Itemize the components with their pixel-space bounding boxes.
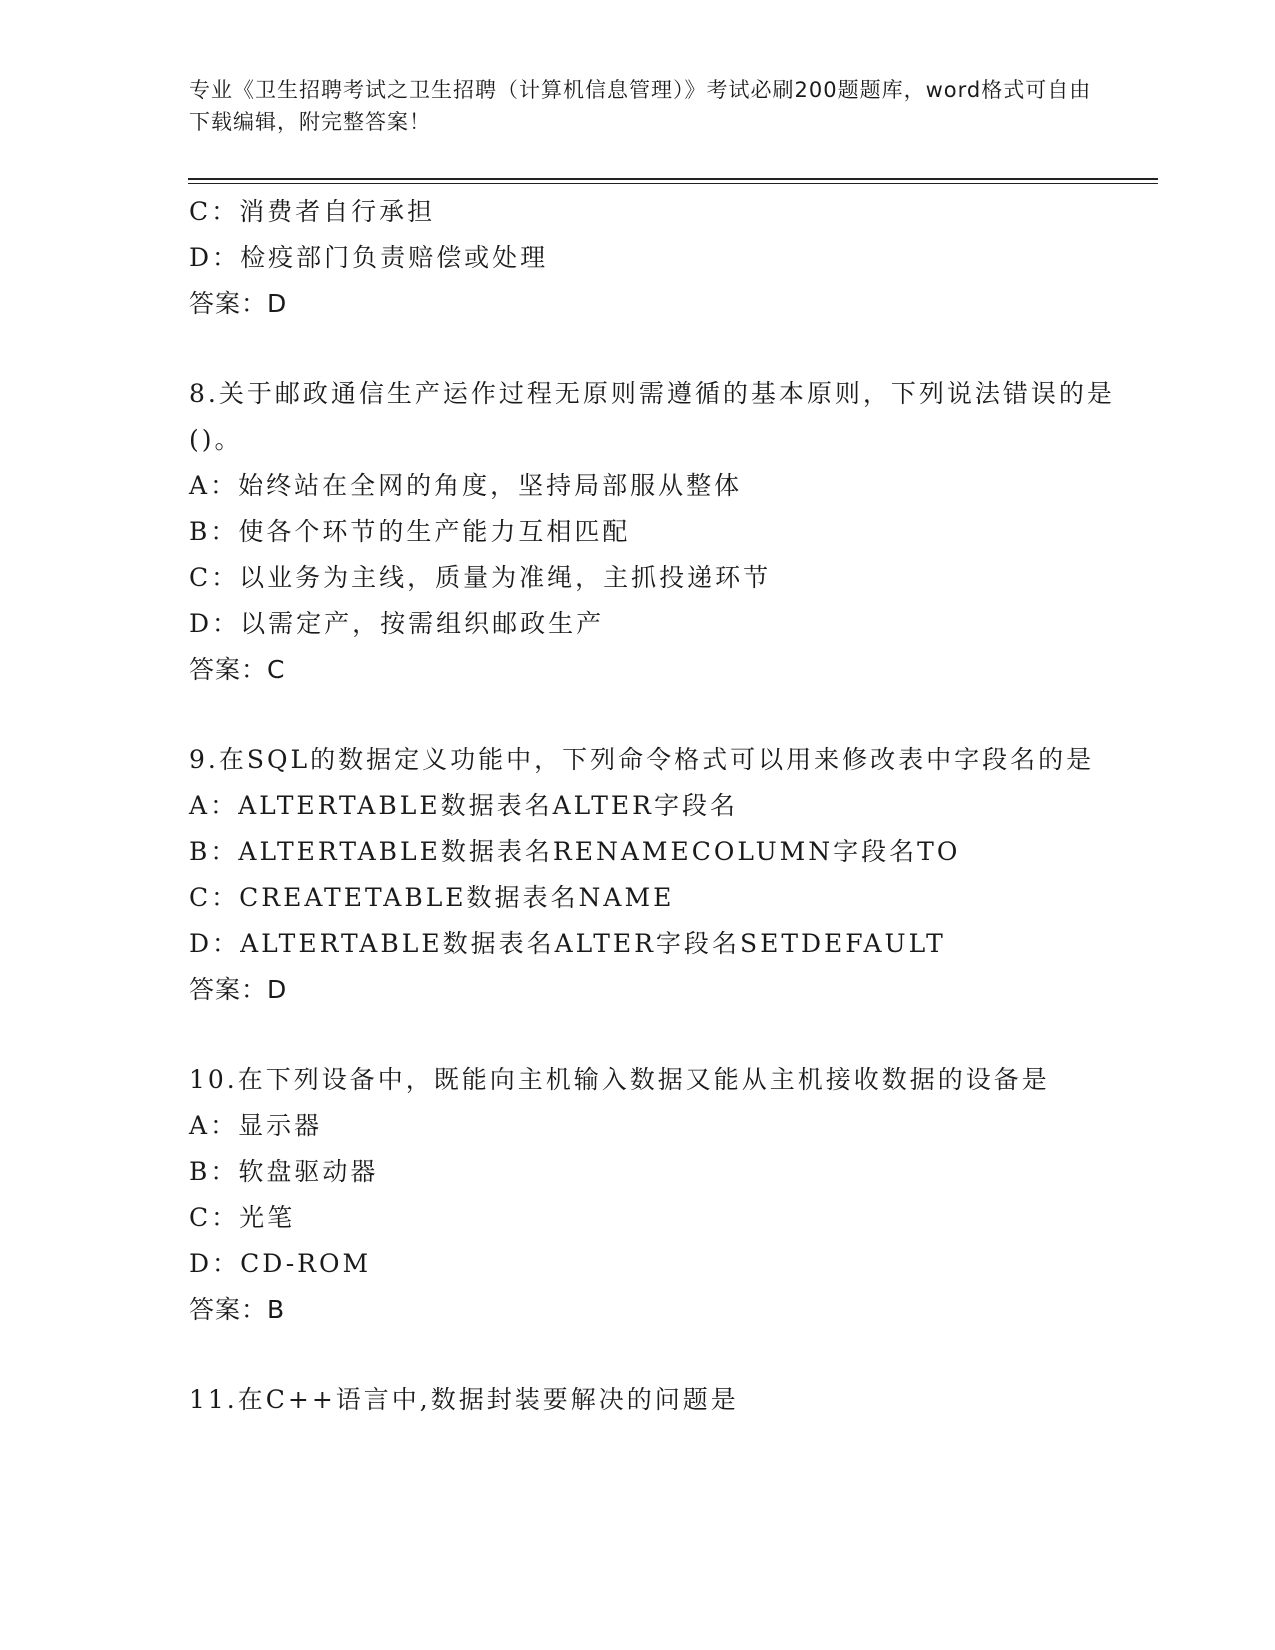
- question-10: [189, 1057, 1149, 1333]
- header-divider: [188, 178, 1158, 184]
- option-d: D：ALTERTABLE数据表名ALTER字段名SETDEFAULT: [189, 929, 946, 958]
- option-d: D：CD-ROM: [189, 1249, 372, 1278]
- option-c: C：消费者自行承担: [189, 197, 436, 226]
- question-text: 11.在C++语言中,数据封装要解决的问题是: [189, 1385, 739, 1414]
- question-text: 9.在SQL的数据定义功能中，下列命令格式可以用来修改表中字段名的是: [189, 745, 1095, 774]
- option-d: D：以需定产，按需组织邮政生产: [189, 609, 605, 638]
- document-header: 专业《卫生招聘考试之卫生招聘（计算机信息管理）》考试必刷200题题库，word格式可自由下载编辑，附完整答案！: [189, 78, 1092, 134]
- answer-line: 答案：C: [189, 655, 286, 684]
- option-c: C：光笔: [189, 1203, 296, 1232]
- option-c: C：CREATETABLE数据表名NAME: [189, 883, 675, 912]
- question-8: [189, 371, 1149, 693]
- question-11: [189, 1377, 1149, 1423]
- question-9: [189, 737, 1149, 1013]
- question-list: [189, 189, 1149, 1423]
- option-a: A：始终站在全网的角度，坚持局部服从整体: [189, 471, 743, 500]
- option-d: D：检疫部门负责赔偿或处理: [189, 243, 549, 272]
- option-b: B：ALTERTABLE数据表名RENAMECOLUMN字段名TO: [189, 837, 961, 866]
- question-text: 10.在下列设备中，既能向主机输入数据又能从主机接收数据的设备是: [189, 1065, 1050, 1094]
- option-a: A：ALTERTABLE数据表名ALTER字段名: [189, 791, 738, 820]
- question-text: 8.关于邮政通信生产运作过程无原则需遵循的基本原则，下列说法错误的是()。: [189, 379, 1115, 454]
- option-b: B：使各个环节的生产能力互相匹配: [189, 517, 631, 546]
- option-a: A：显示器: [189, 1111, 323, 1140]
- answer-line: 答案：D: [189, 289, 288, 318]
- option-b: B：软盘驱动器: [189, 1157, 379, 1186]
- answer-line: 答案：D: [189, 975, 288, 1004]
- option-c: C：以业务为主线，质量为准绳，主抓投递环节: [189, 563, 772, 592]
- answer-line: 答案：B: [189, 1295, 286, 1324]
- question-continued: [189, 189, 1149, 327]
